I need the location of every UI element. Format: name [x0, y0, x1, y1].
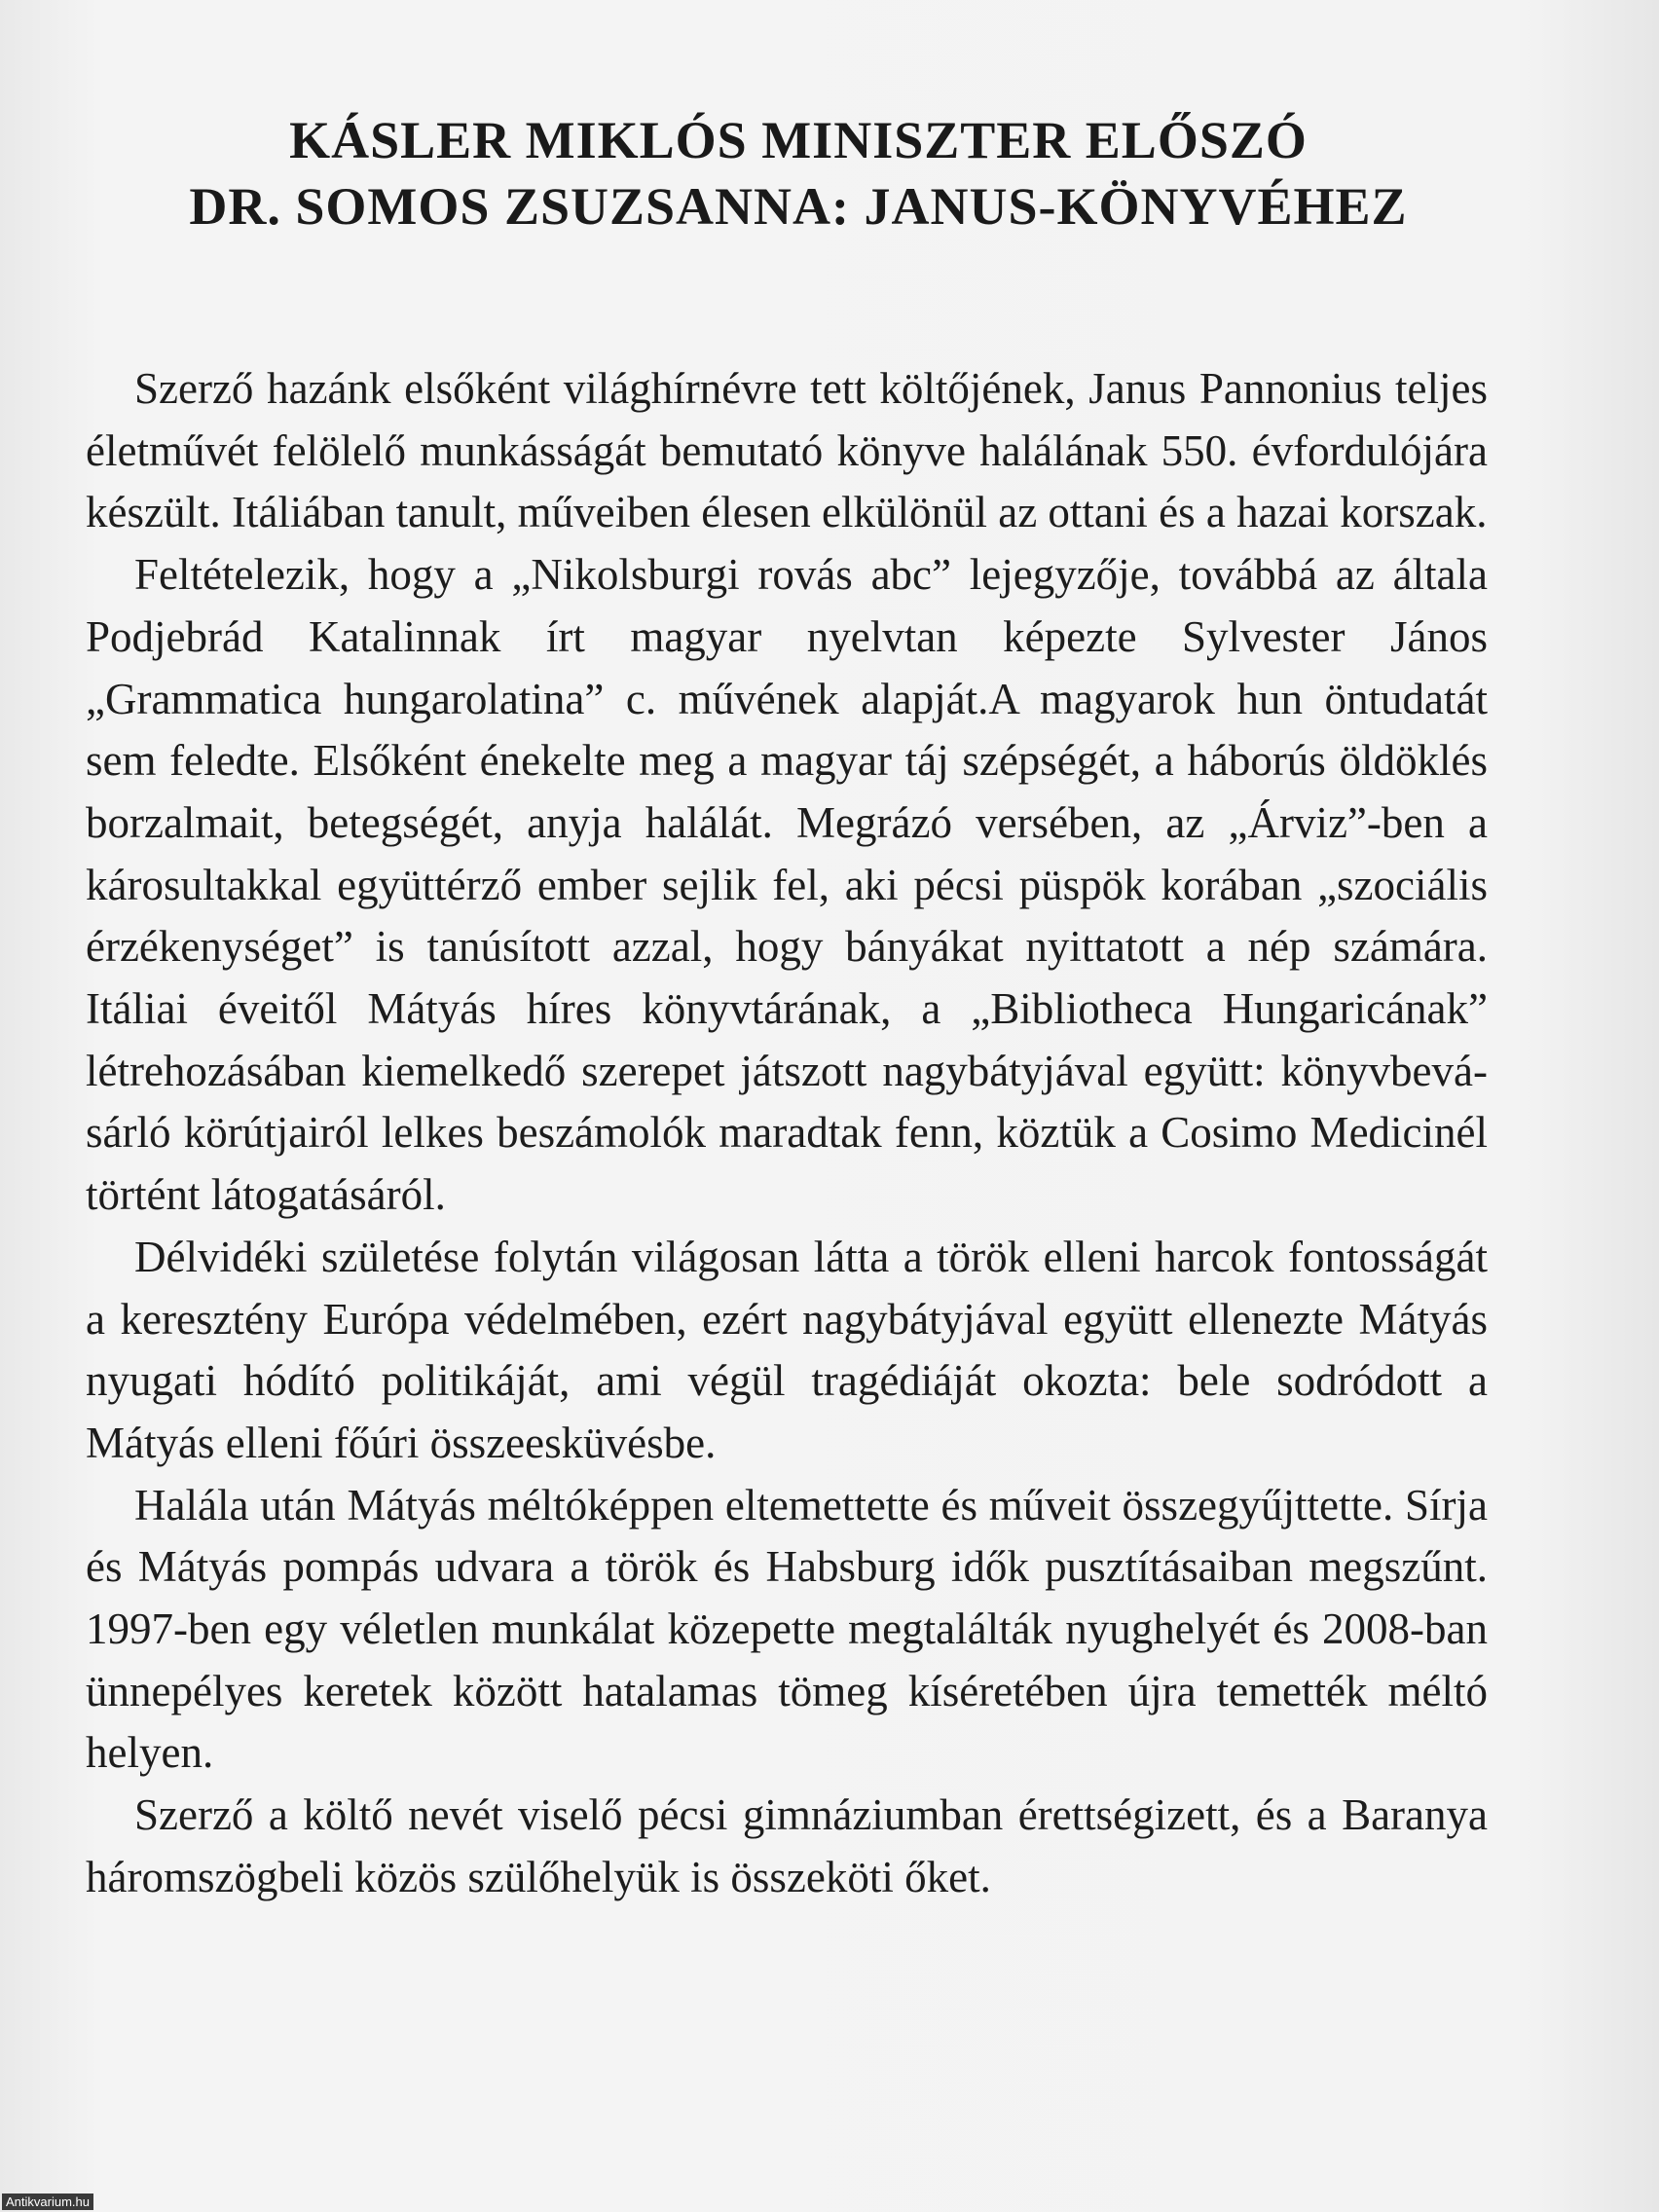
- paragraph-4: Halála után Mátyás méltóképpen eltemettette és műveit összegyűjttette. Sírja és Mátyás pompás udvara a török és Habsburg idők pusztításaiban megszűnt. 1997-ben egy véletlen munkálat közepette megtalálták nyughelyét és 2008-ban ünnepélyes keretek között hatalamas tömeg kíséretében újra temették méltó helyen.: [86, 1480, 1488, 1778]
- body-text: [86, 358, 1488, 1909]
- paragraph-3: Délvidéki születése folytán világosan látta a török elleni harcok fontosságát a keresztény Európa védelmében, ezért nagybátyjával együtt ellenezte Mátyás nyugati hódító politikáját, ami végül tragédiáját okozta: bele sodródott a Mátyás elleni főúri összeesküvésbe.: [86, 1232, 1488, 1467]
- title-line-1: KÁSLER MIKLÓS MINISZTER ELŐSZÓ: [289, 111, 1308, 169]
- watermark-logo: Antikvarium.hu: [2, 2194, 93, 2210]
- title-line-2: DR. SOMOS ZSUZSANNA: JANUS-KÖNYVÉHEZ: [189, 177, 1408, 236]
- paragraph-1: Szerző hazánk elsőként világhírnévre tett költőjének, Janus Pannonius teljes életművét felölelő munkásságát bemutató könyve halálának 550. évfordulójára készült. Itáliában tanult, műveiben élesen elkülönül az ottani és a hazai korszak.: [86, 364, 1488, 537]
- paragraph-2: Feltételezik, hogy a „Nikolsburgi rovás abc” lejegyzője, továbbá az általa Podjebrád Katalinnak írt magyar nyelvtan képezte Sylvester János „Grammatica hungarolatina” c. művének alapját.A magyarok hun öntudatát sem feledte. Elsőként énekelte meg a magyar táj szépségét, a háborús öldöklés borzalmait, betegségét, anyja halálát. Megrázó versében, az „Árviz”-ben a károsultakkal együttérző ember sejlik fel, aki pécsi püspök korában „szociális érzékenységet” is tanúsított azzal, hogy bányákat nyittatott a nép számára. Itáliai éveitől Mátyás híres könyvtárának, a „Bibliotheca Hungaricának” létrehozásában kiemelkedő szerepet játszott nagybátyjával együtt: könyvbevásárló körútjairól lelkes beszámolók maradtak fenn, köztük a Cosimo Medicinél történt látogatásáról.: [86, 550, 1488, 1220]
- paragraph-5: Szerző a költő nevét viselő pécsi gimnáziumban érettségizett, és a Baranya háromszögbeli közös szülőhelyük is összeköti őket.: [86, 1790, 1488, 1901]
- page-title: [0, 107, 1597, 240]
